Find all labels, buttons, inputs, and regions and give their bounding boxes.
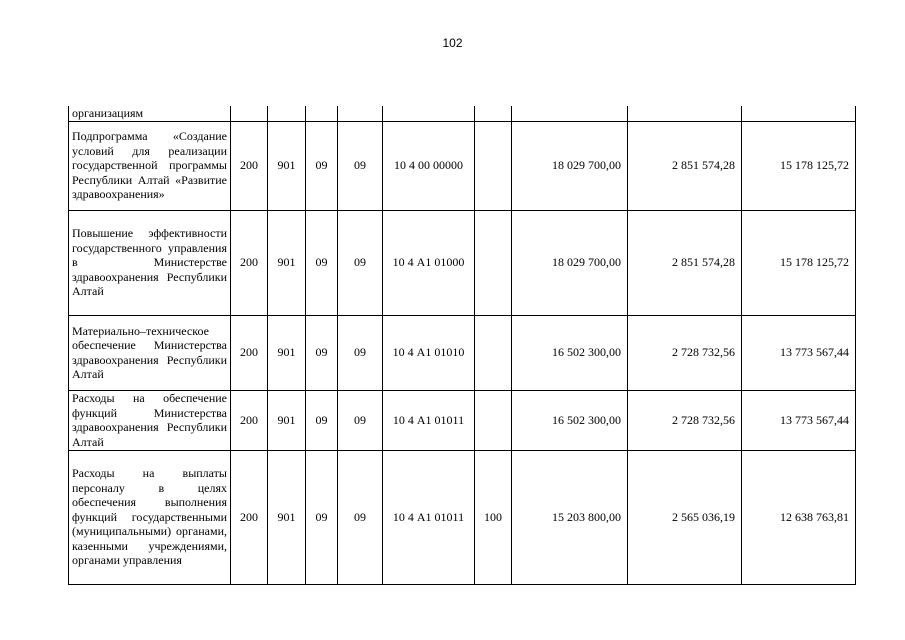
remainder-amount-cell: 13 773 567,44 [742, 315, 856, 390]
target-article-cell: 10 4 00 00000 [383, 121, 475, 210]
target-article-cell: 10 4 А1 01010 [383, 315, 475, 390]
executed-amount-cell: 2 851 574,28 [628, 121, 742, 210]
expense-type-cell [475, 210, 512, 315]
expense-type-cell [475, 315, 512, 390]
subsection-code-cell: 09 [338, 315, 383, 390]
table-row [69, 450, 856, 584]
plan-amount-cell: 15 203 800,00 [512, 450, 628, 584]
ministry-code-cell: 901 [268, 315, 306, 390]
remainder-amount-cell: 15 178 125,72 [742, 210, 856, 315]
executed-amount-cell: 2 565 036,19 [628, 450, 742, 584]
remainder-amount-cell: 13 773 567,44 [742, 390, 856, 450]
remainder-amount-cell: 15 178 125,72 [742, 121, 856, 210]
plan-amount-cell: 18 029 700,00 [512, 121, 628, 210]
target-article-cell [383, 106, 475, 121]
section-code-cell: 09 [306, 121, 338, 210]
row-name-cell: организациям [69, 106, 231, 121]
executed-amount-cell: 2 728 732,56 [628, 390, 742, 450]
target-article-cell: 10 4 А1 01000 [383, 210, 475, 315]
section-code-cell: 09 [306, 390, 338, 450]
plan-amount-cell [512, 106, 628, 121]
expense-type-cell: 100 [475, 450, 512, 584]
admin-code-cell [231, 106, 268, 121]
target-article-cell: 10 4 А1 01011 [383, 450, 475, 584]
row-name-cell: Расходы на выплаты персоналу в целях обеспечения выполнения функций государственными (муниципальными) органами, казенными учреждениями, органами управления [69, 450, 231, 584]
plan-amount-cell: 16 502 300,00 [512, 315, 628, 390]
page-number: 102 [442, 36, 463, 50]
budget-table [68, 106, 856, 585]
remainder-amount-cell [742, 106, 856, 121]
table-row [69, 121, 856, 210]
expense-type-cell [475, 121, 512, 210]
table-row [69, 106, 856, 121]
ministry-code-cell: 901 [268, 210, 306, 315]
row-name-cell: Расходы на обеспечение функций Министерства здравоохранения Республики Алтай [69, 390, 231, 450]
section-code-cell: 09 [306, 315, 338, 390]
ministry-code-cell: 901 [268, 121, 306, 210]
section-code-cell: 09 [306, 210, 338, 315]
row-name-cell: Повышение эффективности государственного управления в Министерстве здравоохранения Республики Алтай [69, 210, 231, 315]
table-row [69, 315, 856, 390]
subsection-code-cell: 09 [338, 121, 383, 210]
ministry-code-cell: 901 [268, 390, 306, 450]
target-article-cell: 10 4 А1 01011 [383, 390, 475, 450]
ministry-code-cell [268, 106, 306, 121]
subsection-code-cell: 09 [338, 390, 383, 450]
admin-code-cell: 200 [231, 315, 268, 390]
section-code-cell: 09 [306, 450, 338, 584]
expense-type-cell [475, 106, 512, 121]
subsection-code-cell [338, 106, 383, 121]
admin-code-cell: 200 [231, 390, 268, 450]
table-row [69, 210, 856, 315]
executed-amount-cell: 2 851 574,28 [628, 210, 742, 315]
expense-type-cell [475, 390, 512, 450]
table-row [69, 390, 856, 450]
executed-amount-cell [628, 106, 742, 121]
subsection-code-cell: 09 [338, 210, 383, 315]
subsection-code-cell: 09 [338, 450, 383, 584]
plan-amount-cell: 18 029 700,00 [512, 210, 628, 315]
admin-code-cell: 200 [231, 210, 268, 315]
section-code-cell [306, 106, 338, 121]
ministry-code-cell: 901 [268, 450, 306, 584]
executed-amount-cell: 2 728 732,56 [628, 315, 742, 390]
row-name-cell: Материально–техническое обеспечение Министерства здравоохранения Республики Алтай [69, 315, 231, 390]
admin-code-cell: 200 [231, 121, 268, 210]
remainder-amount-cell: 12 638 763,81 [742, 450, 856, 584]
admin-code-cell: 200 [231, 450, 268, 584]
row-name-cell: Подпрограмма «Создание условий для реализации государственной программы Республики Алтай «Развитие здравоохранения» [69, 121, 231, 210]
plan-amount-cell: 16 502 300,00 [512, 390, 628, 450]
